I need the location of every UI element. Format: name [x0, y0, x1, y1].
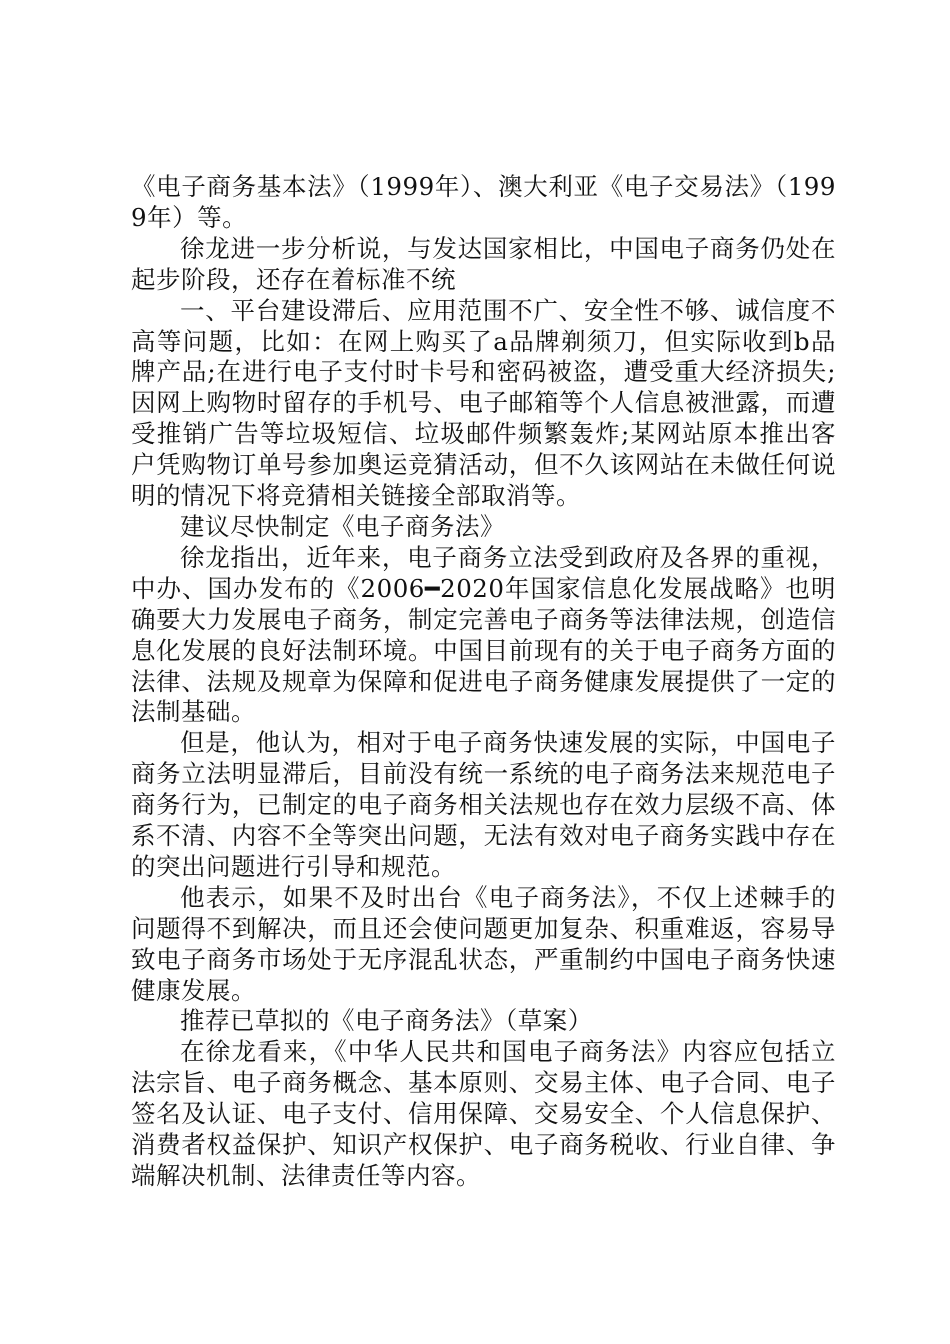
paragraph-continuation: 《电子商务基本法》（1999年）、澳大利亚《电子交易法》（1999年）等。 — [131, 172, 836, 232]
section-heading-draft: 推荐已草拟的《电子商务法》（草案） — [180, 1006, 593, 1036]
section-heading-legislation: 建议尽快制定《电子商务法》 — [180, 511, 505, 541]
paragraph-consequences: 他表示，如果不及时出台《电子商务法》，不仅上述棘手的问题得不到解决，而且还会使问题更加复杂、积重难返，容易导致电子商务市场处于无序混乱状态，严重制约中国电子商务快速健康发展。 — [131, 882, 836, 1005]
paragraph-law-contents: 在徐龙看来，《中华人民共和国电子商务法》内容应包括立法宗旨、电子商务概念、基本原则、交易主体、电子合同、电子签名及认证、电子支付、信用保障、交易安全、个人信息保护、消费者权益保护、知识产权保护、电子商务税收、行业自律、争端解决机制、法律责任等内容。 — [131, 1037, 836, 1190]
paragraph-problems: 一、平台建设滞后、应用范围不广、安全性不够、诚信度不高等问题，比如：在网上购买了a品牌剃须刀，但实际收到b品牌产品;在进行电子支付时卡号和密码被盗，遭受重大经济损失;因网上购物时留存的手机号、电子邮箱等个人信息被泄露，而遭受推销广告等垃圾短信、垃圾邮件频繁轰炸;某网站原本推出客户凭购物订单号参加奥运竞猜活动，但不久该网站在未做任何说明的情况下将竞猜相关链接全部取消等。 — [131, 295, 836, 511]
paragraph-legislation-attention: 徐龙指出，近年来，电子商务立法受到政府及各界的重视，中办、国办发布的《2006━2020年国家信息化发展战略》也明确要大力发展电子商务，制定完善电子商务等法律法规，创造信息化发展的良好法制环境。中国目前现有的关于电子商务方面的法律、法规及规章为保障和促进电子商务健康发展提供了一定的法制基础。 — [131, 542, 836, 727]
document-body — [131, 172, 836, 1192]
paragraph-legislation-lag: 但是，他认为，相对于电子商务快速发展的实际，中国电子商务立法明显滞后，目前没有统一系统的电子商务法来规范电子商务行为，已制定的电子商务相关法规也存在效力层级不高、体系不清、内容不全等突出问题，无法有效对电子商务实践中存在的突出问题进行引导和规范。 — [131, 728, 836, 881]
paragraph-development-stage: 徐龙进一步分析说，与发达国家相比，中国电子商务仍处在起步阶段，还存在着标准不统 — [131, 233, 836, 294]
